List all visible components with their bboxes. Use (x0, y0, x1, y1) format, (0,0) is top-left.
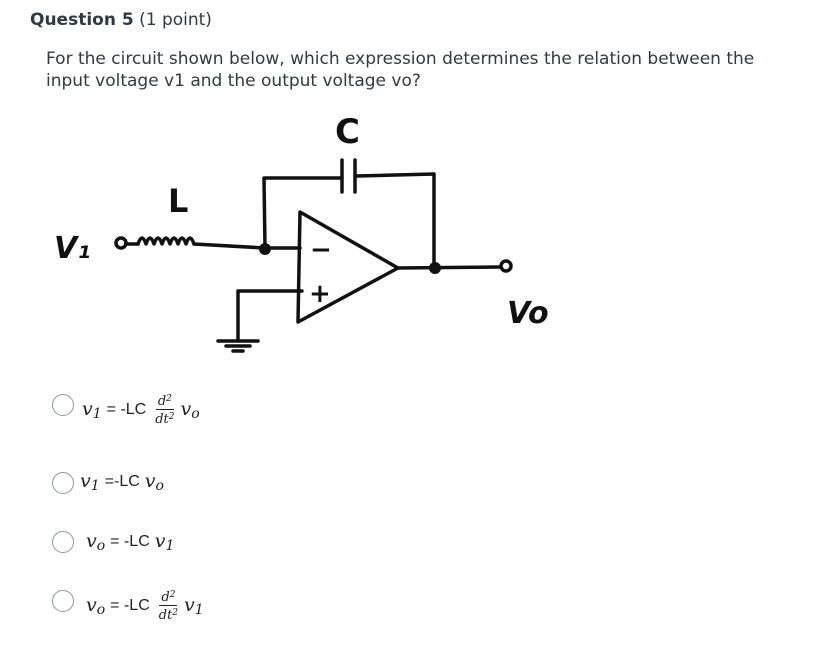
answer-radio-3[interactable] (52, 531, 74, 553)
junction-node-output (429, 262, 441, 274)
opamp-minus-sign: − (310, 235, 332, 265)
question-prompt: For the circuit shown below, which expression determines the relation between the input voltage v1 and the output voltage vo? (46, 49, 755, 91)
eq-operator: = -LC (106, 400, 147, 418)
eq-operator: = -LC (110, 533, 150, 550)
eq-operator: = -LC (110, 596, 150, 614)
eq-lhs: $v_1$ (80, 470, 100, 494)
answer-equation-4 (86, 588, 204, 623)
answer-equation-2 (80, 470, 164, 494)
wire-to-node (194, 244, 265, 248)
eq-derivative: $\frac{d^2}{dt^2}$ (158, 590, 179, 623)
junction-node-input (259, 243, 271, 255)
answer-radio-4[interactable] (52, 590, 74, 612)
eq-rhs: $v_1$ (184, 593, 204, 618)
feedback-wire-right (357, 174, 434, 268)
input-terminal (116, 238, 126, 248)
eq-operator: =-LC (104, 473, 140, 490)
question-title: Question 5 (30, 10, 134, 30)
eq-lhs: $v_o$ (86, 530, 106, 554)
capacitor-label: C (335, 112, 360, 152)
answer-radio-2[interactable] (52, 472, 74, 494)
opamp-plus-sign: + (309, 279, 331, 309)
output-wire (398, 267, 500, 268)
eq-rhs: $v_1$ (154, 530, 175, 554)
eq-derivative: $\frac{d^2}{dt^2}$ (155, 394, 175, 427)
output-voltage-label: Vo (507, 296, 549, 331)
eq-rhs: $v_o$ (180, 397, 200, 422)
eq-rhs: $v_o$ (144, 470, 164, 494)
answer-radio-1[interactable] (52, 394, 74, 416)
input-voltage-label: V₁ (54, 231, 91, 266)
inductor-label: L (168, 182, 189, 220)
inductor-coil (138, 238, 194, 244)
ground-wire (238, 291, 302, 340)
output-terminal (501, 261, 511, 271)
eq-lhs: $v_1$ (82, 397, 102, 422)
eq-lhs: $v_o$ (86, 593, 106, 618)
question-points: (1 point) (139, 10, 212, 30)
answer-equation-1 (82, 392, 200, 427)
answer-equation-3 (86, 530, 174, 554)
